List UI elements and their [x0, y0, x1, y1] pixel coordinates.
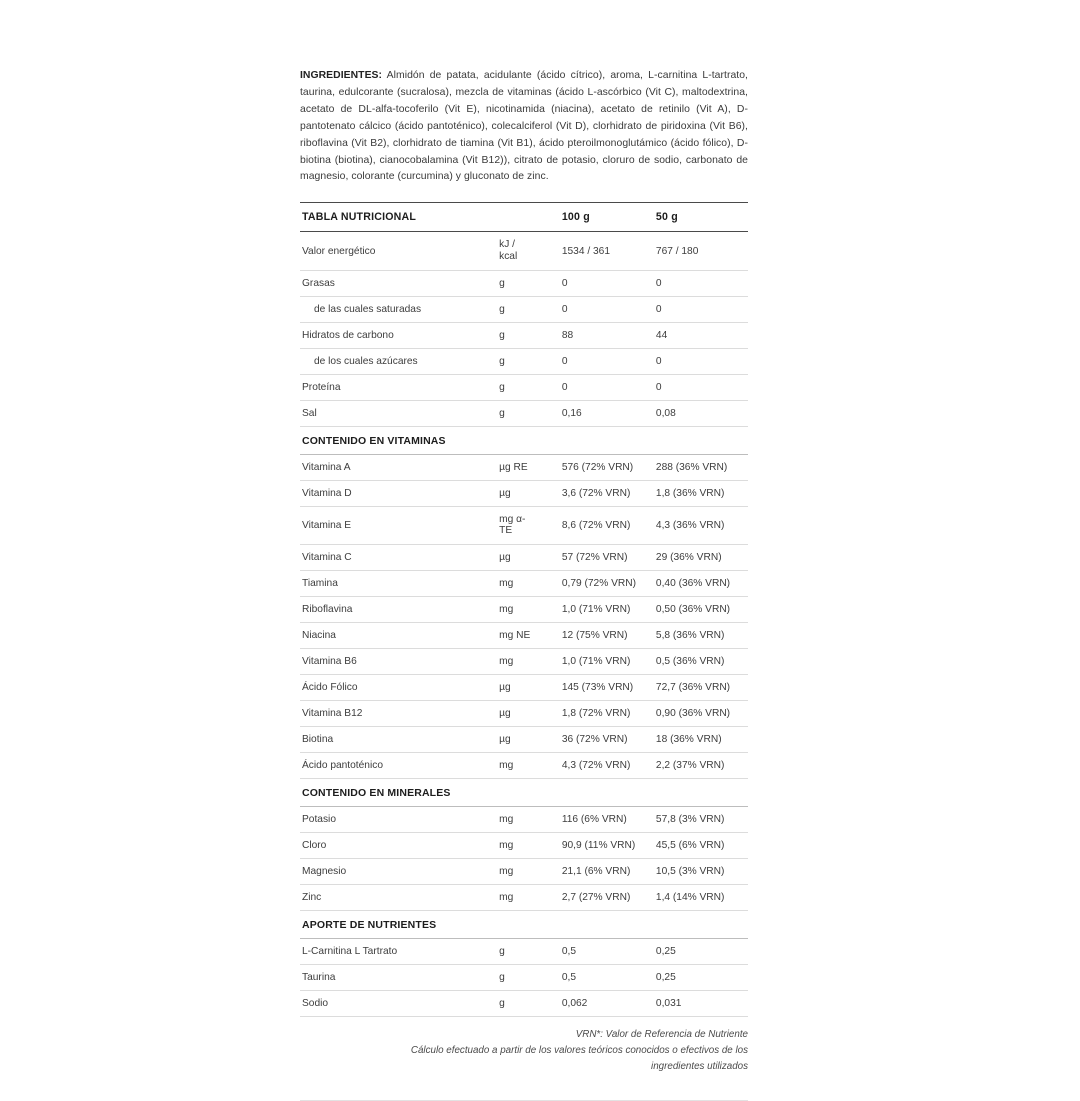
row-value-100g: 116 (6% VRN): [560, 807, 654, 833]
ingredients-label: INGREDIENTES:: [300, 70, 383, 82]
table-row: [300, 545, 748, 571]
row-name: Tiamina: [300, 571, 497, 597]
row-value-50g: 0,08: [654, 400, 748, 426]
row-unit: g: [497, 965, 560, 991]
section-title: APORTE DE NUTRIENTES: [300, 911, 748, 939]
row-value-50g: 45,5 (6% VRN): [654, 833, 748, 859]
row-value-50g: 0,40 (36% VRN): [654, 571, 748, 597]
table-row: [300, 374, 748, 400]
row-value-50g: 2,2 (37% VRN): [654, 753, 748, 779]
section-title: CONTENIDO EN MINERALES: [300, 779, 748, 807]
row-name: Vitamina E: [300, 506, 497, 544]
table-row: [300, 296, 748, 322]
table-row: [300, 939, 748, 965]
row-unit: µg: [497, 727, 560, 753]
row-value-100g: 576 (72% VRN): [560, 454, 654, 480]
row-unit: g: [497, 296, 560, 322]
row-unit: g: [497, 374, 560, 400]
row-unit: mg: [497, 649, 560, 675]
row-unit: g: [497, 348, 560, 374]
table-row: [300, 727, 748, 753]
row-name: Vitamina A: [300, 454, 497, 480]
row-value-100g: 1,8 (72% VRN): [560, 701, 654, 727]
row-name: Riboflavina: [300, 597, 497, 623]
row-value-100g: 2,7 (27% VRN): [560, 885, 654, 911]
row-value-100g: 3,6 (72% VRN): [560, 480, 654, 506]
row-value-50g: 10,5 (3% VRN): [654, 859, 748, 885]
row-unit: mg: [497, 571, 560, 597]
row-unit: mg: [497, 807, 560, 833]
row-value-100g: 0: [560, 296, 654, 322]
row-value-100g: 0,062: [560, 991, 654, 1017]
table-row: [300, 807, 748, 833]
ingredients-text: Almidón de patata, acidulante (ácido cítrico), aroma, L-carnitina L-tartrato, taurina, edulcorante (sucralosa), mezcla de vitaminas (ácido L-ascórbico (Vit C), maltodextrina, acetato de DL-alfa-tocoferilo (Vit E), nicotinamida (niacina), acetato de retinilo (Vit A), D-pantotenato cálcico (ácido pantoténico), colecalciferol (Vit D), clorhidrato de piridoxina (Vit B6), riboflavina (Vit B2), clorhidrato de tiamina (Vit B1), ácido pteroilmonoglutámico (ácido fólico), D-biotina (biotina), cianocobalamina (Vit B12)), citrato de potasio, cloruro de sodio, carbonato de magnesio, colorante (curcumina) y gluconato de zinc.: [300, 70, 748, 183]
row-value-100g: 0: [560, 348, 654, 374]
header-100g: 100 g: [560, 203, 654, 232]
table-header-row: [300, 203, 748, 232]
row-unit: mg: [497, 885, 560, 911]
row-name: Potasio: [300, 807, 497, 833]
table-row: [300, 571, 748, 597]
row-value-100g: 0,5: [560, 939, 654, 965]
row-unit: mg: [497, 859, 560, 885]
row-value-50g: 0: [654, 296, 748, 322]
row-value-100g: 0,16: [560, 400, 654, 426]
row-value-50g: 18 (36% VRN): [654, 727, 748, 753]
row-value-50g: 29 (36% VRN): [654, 545, 748, 571]
row-name: Vitamina B12: [300, 701, 497, 727]
row-unit: g: [497, 991, 560, 1017]
row-value-50g: 0,031: [654, 991, 748, 1017]
nutrition-table: [300, 202, 748, 1017]
row-value-50g: 0,50 (36% VRN): [654, 597, 748, 623]
row-name: Grasas: [300, 270, 497, 296]
row-value-100g: 1,0 (71% VRN): [560, 597, 654, 623]
row-name: Vitamina B6: [300, 649, 497, 675]
row-unit: mg: [497, 597, 560, 623]
row-name: Niacina: [300, 623, 497, 649]
row-unit: g: [497, 939, 560, 965]
row-name: Sodio: [300, 991, 497, 1017]
row-value-50g: 72,7 (36% VRN): [654, 675, 748, 701]
table-row: [300, 400, 748, 426]
row-name: Sal: [300, 400, 497, 426]
row-value-50g: 0: [654, 348, 748, 374]
footnote-block: [300, 1027, 748, 1074]
row-value-100g: 90,9 (11% VRN): [560, 833, 654, 859]
row-unit: mg α- TE: [497, 506, 560, 544]
row-value-50g: 0,25: [654, 939, 748, 965]
row-unit: g: [497, 400, 560, 426]
table-row: [300, 322, 748, 348]
table-body: [300, 232, 748, 1017]
row-value-100g: 145 (73% VRN): [560, 675, 654, 701]
table-row: [300, 965, 748, 991]
table-row: [300, 649, 748, 675]
row-name: Proteína: [300, 374, 497, 400]
row-value-50g: 0: [654, 270, 748, 296]
row-unit: kJ / kcal: [497, 232, 560, 270]
row-name: Valor energético: [300, 232, 497, 270]
table-row: [300, 675, 748, 701]
row-value-50g: 288 (36% VRN): [654, 454, 748, 480]
row-name: de los cuales azúcares: [300, 348, 497, 374]
table-row: [300, 270, 748, 296]
row-name: Magnesio: [300, 859, 497, 885]
row-value-50g: 1,8 (36% VRN): [654, 480, 748, 506]
row-value-50g: 767 / 180: [654, 232, 748, 270]
ingredients-paragraph: [300, 68, 748, 186]
row-unit: µg: [497, 675, 560, 701]
row-value-50g: 5,8 (36% VRN): [654, 623, 748, 649]
row-unit: g: [497, 270, 560, 296]
row-name: L-Carnitina L Tartrato: [300, 939, 497, 965]
row-value-50g: 4,3 (36% VRN): [654, 506, 748, 544]
row-value-50g: 0: [654, 374, 748, 400]
row-value-50g: 0,90 (36% VRN): [654, 701, 748, 727]
row-name: Vitamina C: [300, 545, 497, 571]
row-value-100g: 0: [560, 270, 654, 296]
row-value-50g: 1,4 (14% VRN): [654, 885, 748, 911]
row-value-100g: 0,5: [560, 965, 654, 991]
row-name: de las cuales saturadas: [300, 296, 497, 322]
table-row: [300, 859, 748, 885]
row-value-100g: 4,3 (72% VRN): [560, 753, 654, 779]
footnote-line-3: ingredientes utilizados: [651, 1060, 748, 1072]
row-name: Ácido Fólico: [300, 675, 497, 701]
row-name: Taurina: [300, 965, 497, 991]
row-unit: µg: [497, 545, 560, 571]
row-value-100g: 88: [560, 322, 654, 348]
row-unit: mg NE: [497, 623, 560, 649]
table-title: TABLA NUTRICIONAL: [300, 203, 497, 232]
row-value-100g: 1534 / 361: [560, 232, 654, 270]
table-row: [300, 833, 748, 859]
table-row: [300, 991, 748, 1017]
table-row: [300, 232, 748, 270]
table-row: [300, 454, 748, 480]
label-content: [300, 58, 748, 1101]
row-unit: µg RE: [497, 454, 560, 480]
footnote-line-2: Cálculo efectuado a partir de los valores teóricos conocidos o efectivos de los: [410, 1044, 748, 1056]
row-unit: µg: [497, 480, 560, 506]
row-unit: µg: [497, 701, 560, 727]
table-row: [300, 753, 748, 779]
table-row: [300, 506, 748, 544]
footnote-line-1: VRN*: Valor de Referencia de Nutriente: [575, 1029, 748, 1041]
section-header-minerales: [300, 779, 748, 807]
table-row: [300, 623, 748, 649]
table-row: [300, 701, 748, 727]
row-value-100g: 1,0 (71% VRN): [560, 649, 654, 675]
row-name: Hidratos de carbono: [300, 322, 497, 348]
row-value-100g: 0: [560, 374, 654, 400]
row-value-100g: 12 (75% VRN): [560, 623, 654, 649]
row-unit: mg: [497, 833, 560, 859]
row-value-50g: 0,25: [654, 965, 748, 991]
table-row: [300, 480, 748, 506]
section-header-aporte: [300, 911, 748, 939]
row-name: Cloro: [300, 833, 497, 859]
row-unit: mg: [497, 753, 560, 779]
section-header-vitaminas: [300, 426, 748, 454]
table-row: [300, 348, 748, 374]
row-name: Zinc: [300, 885, 497, 911]
section-title: CONTENIDO EN VITAMINAS: [300, 426, 748, 454]
row-unit: g: [497, 322, 560, 348]
row-name: Vitamina D: [300, 480, 497, 506]
row-name: Ácido pantoténico: [300, 753, 497, 779]
header-unit: [497, 203, 560, 232]
row-value-100g: 8,6 (72% VRN): [560, 506, 654, 544]
header-50g: 50 g: [654, 203, 748, 232]
table-row: [300, 885, 748, 911]
row-value-100g: 36 (72% VRN): [560, 727, 654, 753]
row-value-50g: 57,8 (3% VRN): [654, 807, 748, 833]
row-value-100g: 21,1 (6% VRN): [560, 859, 654, 885]
table-row: [300, 597, 748, 623]
row-name: Biotina: [300, 727, 497, 753]
row-value-100g: 57 (72% VRN): [560, 545, 654, 571]
row-value-50g: 44: [654, 322, 748, 348]
row-value-50g: 0,5 (36% VRN): [654, 649, 748, 675]
row-value-100g: 0,79 (72% VRN): [560, 571, 654, 597]
